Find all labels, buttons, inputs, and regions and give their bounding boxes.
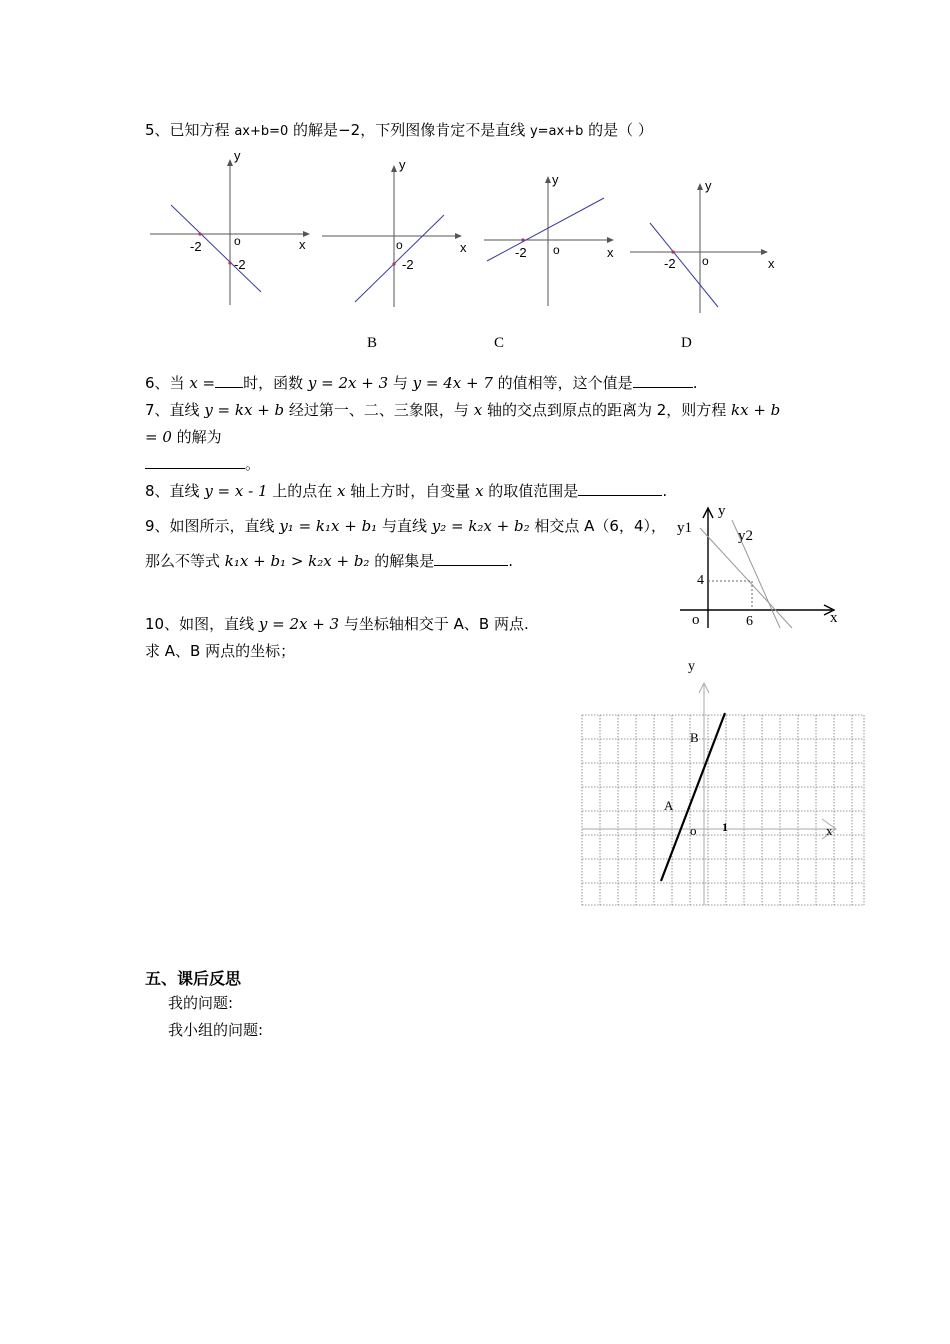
origin-label: o	[396, 238, 403, 252]
y-label: y	[552, 172, 559, 187]
y2-label: y2	[738, 528, 753, 544]
section5-group-question: 我小组的问题:	[168, 1021, 264, 1039]
q9-text-line1: 9、如图所示，直线 y₁ = k₁x + b₁ 与直线 y₂ = k₂x + b₂ 相交点 A（6，4），	[145, 517, 666, 535]
q8-blank[interactable]	[578, 481, 662, 496]
q6-text: 6、当 x = 时，函数 y = 2x + 3 与 y = 4x + 7 的值相等，这个值是 .	[145, 374, 698, 392]
point-a-label: A	[664, 798, 674, 813]
y-label: y	[399, 157, 406, 172]
graph-line	[487, 198, 604, 261]
q7-blank[interactable]	[145, 454, 245, 469]
y-arrow	[391, 165, 397, 172]
one-label: 1	[722, 820, 728, 834]
q10-text-line2: 求 A、B 两点的坐标；	[145, 642, 296, 660]
point-neg2-x	[521, 238, 524, 241]
graph-line	[171, 205, 261, 292]
neg2-x-label: -2	[190, 239, 202, 254]
option-b-label: B	[367, 335, 378, 351]
graph-line	[355, 215, 444, 302]
q5-graph-a	[148, 145, 318, 315]
q6-blank-x[interactable]	[215, 373, 243, 388]
point-neg2-x	[671, 250, 674, 253]
x-arrow	[761, 249, 768, 255]
option-d-label: D	[681, 335, 692, 351]
point-neg2-y	[392, 262, 395, 265]
q5-graph-c	[482, 168, 622, 308]
neg2-y-label: -2	[234, 257, 246, 272]
neg2-y-label: -2	[402, 257, 414, 272]
y1-label: y1	[677, 520, 692, 536]
q10-text-line1: 10、如图，直线 y = 2x + 3 与坐标轴相交于 A、B 两点.	[145, 615, 529, 633]
q7-text-line1: 7、直线 y = kx + b 经过第一、二、三象限，与 x 轴的交点到原点的距离为 2，则方程 kx + b	[145, 401, 781, 419]
x-arrow	[607, 237, 614, 243]
y-arrow	[227, 159, 233, 166]
y-arrow	[697, 183, 703, 190]
x-label: x	[826, 823, 833, 838]
four-label: 4	[697, 573, 704, 588]
section5-my-question: 我的问题:	[168, 994, 234, 1012]
origin-label: o	[690, 823, 697, 838]
q9-blank[interactable]	[434, 551, 508, 566]
grid	[582, 715, 864, 905]
x-label: x	[830, 610, 838, 626]
x-label: x	[768, 256, 775, 271]
q5-graph-d	[628, 175, 778, 320]
neg2-x-label: -2	[515, 245, 527, 260]
x-label: x	[607, 245, 614, 260]
point-b-label: B	[690, 730, 699, 745]
origin-label: o	[692, 612, 700, 628]
origin-label: o	[702, 254, 709, 268]
y-label: y	[718, 503, 726, 519]
x-label: x	[460, 240, 467, 255]
q10-figure	[578, 655, 870, 913]
x-arrow	[455, 233, 462, 239]
q9-figure	[672, 500, 852, 632]
q8-text: 8、直线 y = x - 1 上的点在 x 轴上方时，自变量 x 的取值范围是 .	[145, 482, 668, 500]
q7-answer-line: 。	[145, 453, 260, 474]
q5-graph-b	[320, 155, 480, 315]
q9-text-line2: 那么不等式 k₁x + b₁ > k₂x + b₂ 的解集是 .	[145, 552, 514, 570]
q7-text-line2: = 0 的解为	[145, 428, 222, 446]
y-label: y	[688, 659, 695, 674]
six-label: 6	[746, 614, 753, 629]
q6-blank-value[interactable]	[633, 373, 693, 388]
option-c-label: C	[494, 335, 505, 351]
origin-label: o	[553, 243, 560, 257]
neg2-x-label: -2	[664, 256, 676, 271]
point-neg2-x	[198, 232, 201, 235]
y-arrow	[545, 176, 551, 183]
y-label: y	[234, 148, 241, 163]
x-label: x	[299, 237, 306, 252]
origin-label: o	[234, 234, 241, 248]
q5-text: 5、已知方程 ax+b=0 的解是−2，下列图像肯定不是直线 y=ax+b 的是（ ）	[145, 121, 653, 139]
section5-title: 五、课后反思	[145, 969, 242, 988]
point-neg2-y	[228, 261, 231, 264]
y-label: y	[705, 178, 712, 193]
